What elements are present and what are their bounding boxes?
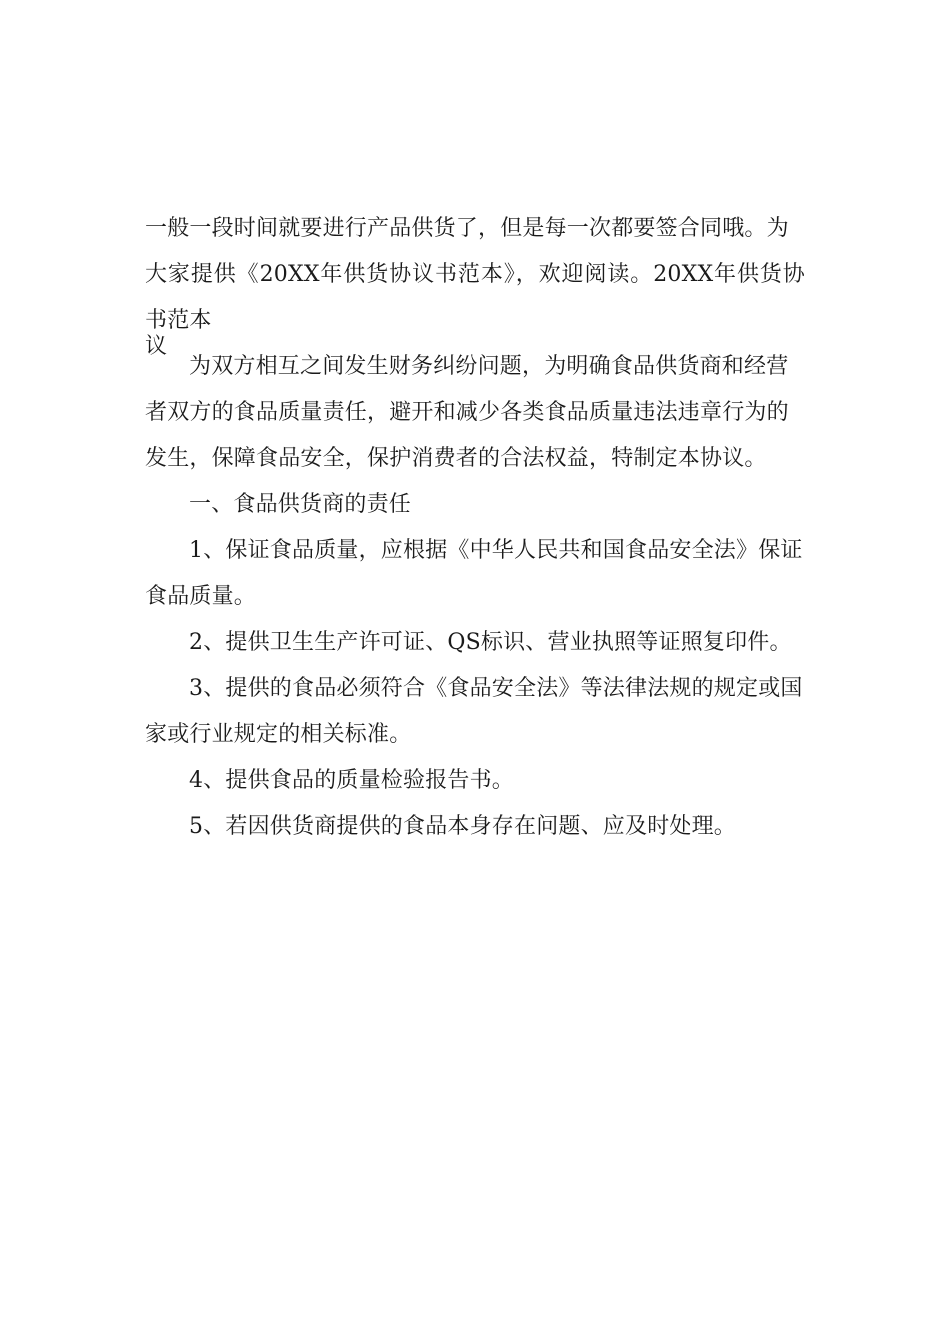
text-line: 5、若因供货商提供的食品本身存在问题、应及时处理。 xyxy=(189,814,736,839)
text-line: 大家提供《20XX年供货协议书范本》，欢迎阅读。20XX年供货协议 xyxy=(145,262,805,359)
text-line: 一、食品供货商的责任 xyxy=(189,492,412,517)
text-line: 家或行业规定的相关标准。 xyxy=(145,722,412,747)
text-line: 书范本 xyxy=(145,308,212,333)
list-item-5 xyxy=(145,791,805,863)
text-line: 者双方的食品质量责任，避开和减少各类食品质量违法违章行为的 xyxy=(145,400,789,425)
text-line: 一般一段时间就要进行产品供货了，但是每一次都要签合同哦。为 xyxy=(145,216,789,241)
text-line: 发生，保障食品安全，保护消费者的合法权益，特制定本协议。 xyxy=(145,446,767,471)
document-body xyxy=(145,216,805,863)
text-line: 食品质量。 xyxy=(145,584,257,609)
text-line: 3、提供的食品必须符合《食品安全法》等法律法规的规定或国 xyxy=(189,676,803,701)
text-line: 4、提供食品的质量检验报告书。 xyxy=(189,768,514,793)
text-line: 2、提供卫生生产许可证、QS标识、营业执照等证照复印件。 xyxy=(189,630,792,655)
text-line: 1、保证食品质量，应根据《中华人民共和国食品安全法》保证 xyxy=(189,538,803,563)
text-line: 为双方相互之间发生财务纠纷问题，为明确食品供货商和经营 xyxy=(189,354,789,379)
